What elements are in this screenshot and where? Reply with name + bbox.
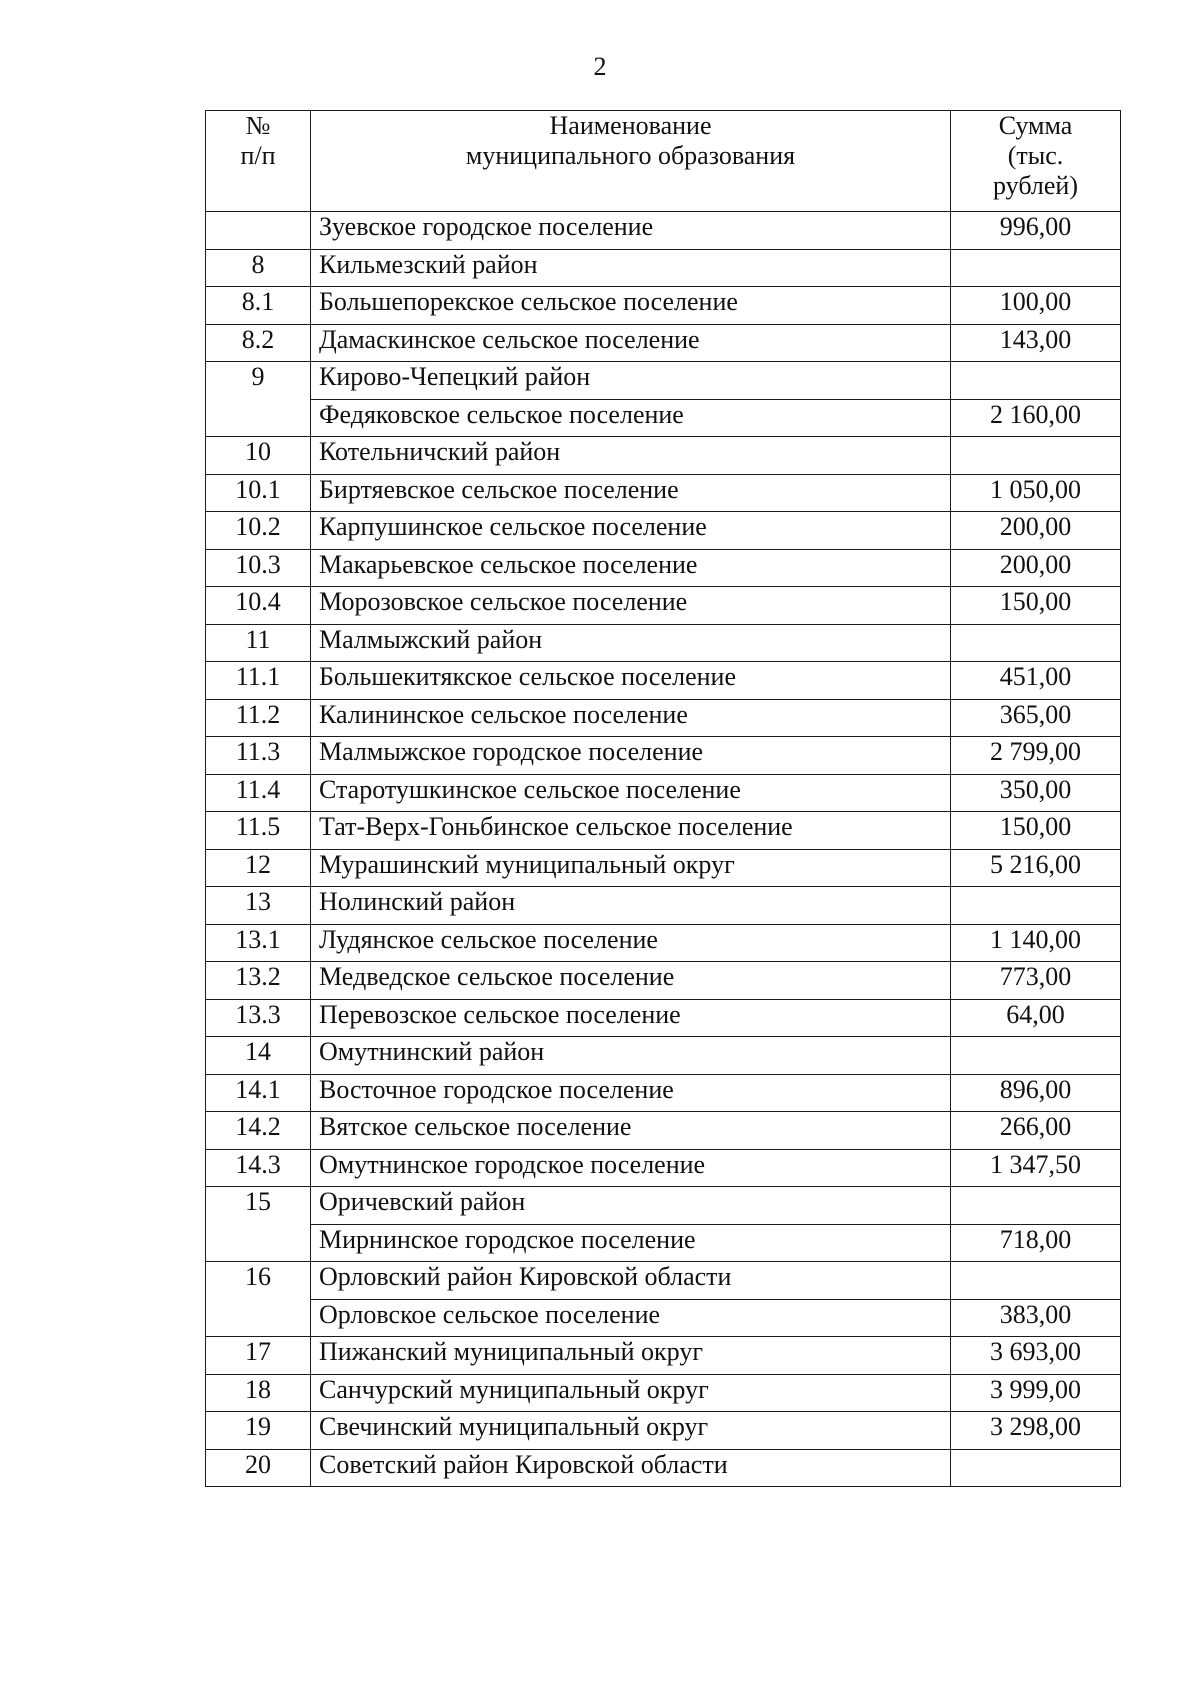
row-number: 11.1 (206, 662, 311, 700)
municipality-name: Санчурский муниципальный округ (311, 1374, 951, 1412)
amount-value: 2 160,00 (951, 399, 1121, 437)
municipality-name: Федяковское сельское поселение (311, 399, 951, 437)
municipality-name: Орловский район Кировской области (311, 1262, 951, 1300)
table-row (206, 1037, 1121, 1075)
amount-value (951, 1262, 1121, 1300)
table-row (206, 512, 1121, 550)
municipality-name: Мирнинское городское поселение (311, 1224, 951, 1262)
row-number: 14 (206, 1037, 311, 1075)
row-number: 11.3 (206, 737, 311, 775)
municipality-name: Свечинский муниципальный округ (311, 1412, 951, 1450)
table-row (206, 924, 1121, 962)
municipality-name: Макарьевское сельское поселение (311, 549, 951, 587)
row-number: 14.3 (206, 1149, 311, 1187)
amount-value: 718,00 (951, 1224, 1121, 1262)
row-number: 8 (206, 249, 311, 287)
municipality-name: Восточное городское поселение (311, 1074, 951, 1112)
header-name-line: Наименование (549, 111, 712, 140)
row-number: 10.2 (206, 512, 311, 550)
amount-value: 896,00 (951, 1074, 1121, 1112)
municipality-name: Кильмезский район (311, 249, 951, 287)
municipality-name: Перевозское сельское поселение (311, 999, 951, 1037)
row-number: 10 (206, 437, 311, 475)
table-row (206, 1224, 1121, 1262)
amount-value: 3 693,00 (951, 1337, 1121, 1375)
header-sum-line: Сумма (998, 111, 1073, 140)
header-sum-line: (тыс. (1007, 141, 1064, 170)
table-row (206, 624, 1121, 662)
amount-value: 200,00 (951, 512, 1121, 550)
municipality-name: Оричевский район (311, 1187, 951, 1225)
municipality-name: Большекитякское сельское поселение (311, 662, 951, 700)
municipality-name: Омутнинское городское поселение (311, 1149, 951, 1187)
amount-value: 3 298,00 (951, 1412, 1121, 1450)
amount-value: 996,00 (951, 212, 1121, 250)
municipality-name: Орловское сельское поселение (311, 1299, 951, 1337)
amount-value: 143,00 (951, 324, 1121, 362)
municipality-name: Калининское сельское поселение (311, 699, 951, 737)
header-name-line: муниципального образования (465, 141, 796, 170)
amount-value: 266,00 (951, 1112, 1121, 1150)
row-number: 14.2 (206, 1112, 311, 1150)
table-row (206, 849, 1121, 887)
row-number: 20 (206, 1449, 311, 1487)
row-number: 8.2 (206, 324, 311, 362)
table-row (206, 549, 1121, 587)
row-number: 14.1 (206, 1074, 311, 1112)
page-number: 2 (593, 52, 607, 81)
amount-value: 3 999,00 (951, 1374, 1121, 1412)
amount-value: 451,00 (951, 662, 1121, 700)
municipality-name: Мурашинский муниципальный округ (311, 849, 951, 887)
row-number: 16 (206, 1262, 311, 1337)
municipality-name: Медведское сельское поселение (311, 962, 951, 1000)
municipality-name: Котельничский район (311, 437, 951, 475)
row-number: 17 (206, 1337, 311, 1375)
header-sum-line: рублей) (993, 171, 1078, 200)
municipality-name: Нолинский район (311, 887, 951, 925)
table-row (206, 362, 1121, 400)
row-number: 13 (206, 887, 311, 925)
header-sum (951, 111, 1121, 212)
table-row (206, 587, 1121, 625)
header-name (311, 111, 951, 212)
table-row (206, 1374, 1121, 1412)
table-row (206, 399, 1121, 437)
row-number: 11 (206, 624, 311, 662)
municipality-name: Тат-Верх-Гоньбинское сельское поселение (311, 812, 951, 850)
municipality-name: Малмыжское городское поселение (311, 737, 951, 775)
table-row (206, 962, 1121, 1000)
amount-value: 100,00 (951, 287, 1121, 325)
municipality-name: Вятское сельское поселение (311, 1112, 951, 1150)
amount-value (951, 362, 1121, 400)
amount-value: 150,00 (951, 812, 1121, 850)
row-number: 13.2 (206, 962, 311, 1000)
table-row (206, 999, 1121, 1037)
table-row (206, 887, 1121, 925)
amount-value (951, 624, 1121, 662)
amount-value (951, 1449, 1121, 1487)
table-row (206, 774, 1121, 812)
row-number: 10.1 (206, 474, 311, 512)
row-number: 8.1 (206, 287, 311, 325)
table-row (206, 212, 1121, 250)
table-body (206, 212, 1121, 1487)
amount-value: 64,00 (951, 999, 1121, 1037)
amount-value: 1 347,50 (951, 1149, 1121, 1187)
table-row (206, 1299, 1121, 1337)
table-row (206, 1262, 1121, 1300)
row-number: 13.1 (206, 924, 311, 962)
row-number: 11.4 (206, 774, 311, 812)
municipality-name: Лудянское сельское поселение (311, 924, 951, 962)
amount-value: 350,00 (951, 774, 1121, 812)
table-row (206, 1112, 1121, 1150)
municipal-funding-table (205, 110, 1121, 1487)
table-row (206, 737, 1121, 775)
municipality-name: Омутнинский район (311, 1037, 951, 1075)
amount-value: 773,00 (951, 962, 1121, 1000)
amount-value: 5 216,00 (951, 849, 1121, 887)
table-row (206, 324, 1121, 362)
row-number: 9 (206, 362, 311, 437)
row-number: 10.3 (206, 549, 311, 587)
municipality-name: Старотушкинское сельское поселение (311, 774, 951, 812)
row-number: 15 (206, 1187, 311, 1262)
table-row (206, 287, 1121, 325)
header-number-line: п/п (240, 141, 276, 170)
header-row (206, 111, 1121, 212)
amount-value: 383,00 (951, 1299, 1121, 1337)
municipality-name: Кирово-Чепецкий район (311, 362, 951, 400)
header-number (206, 111, 311, 212)
municipality-name: Карпушинское сельское поселение (311, 512, 951, 550)
amount-value: 150,00 (951, 587, 1121, 625)
municipality-name: Морозовское сельское поселение (311, 587, 951, 625)
row-number (206, 212, 311, 250)
amount-value: 200,00 (951, 549, 1121, 587)
table-row (206, 474, 1121, 512)
amount-value: 1 140,00 (951, 924, 1121, 962)
amount-value (951, 437, 1121, 475)
municipality-name: Зуевское городское поселение (311, 212, 951, 250)
table-row (206, 1187, 1121, 1225)
amount-value (951, 249, 1121, 287)
row-number: 11.5 (206, 812, 311, 850)
row-number: 12 (206, 849, 311, 887)
row-number: 10.4 (206, 587, 311, 625)
municipality-name: Пижанский муниципальный округ (311, 1337, 951, 1375)
municipality-name: Советский район Кировской области (311, 1449, 951, 1487)
table-row (206, 437, 1121, 475)
municipality-name: Дамаскинское сельское поселение (311, 324, 951, 362)
row-number: 11.2 (206, 699, 311, 737)
municipality-name: Биртяевское сельское поселение (311, 474, 951, 512)
header-number-line: № (245, 111, 271, 140)
table-row (206, 1449, 1121, 1487)
table-row (206, 812, 1121, 850)
table-row (206, 1074, 1121, 1112)
table-row (206, 1412, 1121, 1450)
municipality-name: Малмыжский район (311, 624, 951, 662)
municipality-name: Большепорекское сельское поселение (311, 287, 951, 325)
table-row (206, 662, 1121, 700)
table-row (206, 1149, 1121, 1187)
table-header (206, 111, 1121, 212)
amount-value: 2 799,00 (951, 737, 1121, 775)
amount-value: 1 050,00 (951, 474, 1121, 512)
amount-value (951, 1187, 1121, 1225)
row-number: 13.3 (206, 999, 311, 1037)
amount-value: 365,00 (951, 699, 1121, 737)
row-number: 18 (206, 1374, 311, 1412)
table-row (206, 249, 1121, 287)
row-number: 19 (206, 1412, 311, 1450)
table-row (206, 699, 1121, 737)
amount-value (951, 887, 1121, 925)
table-row (206, 1337, 1121, 1375)
amount-value (951, 1037, 1121, 1075)
